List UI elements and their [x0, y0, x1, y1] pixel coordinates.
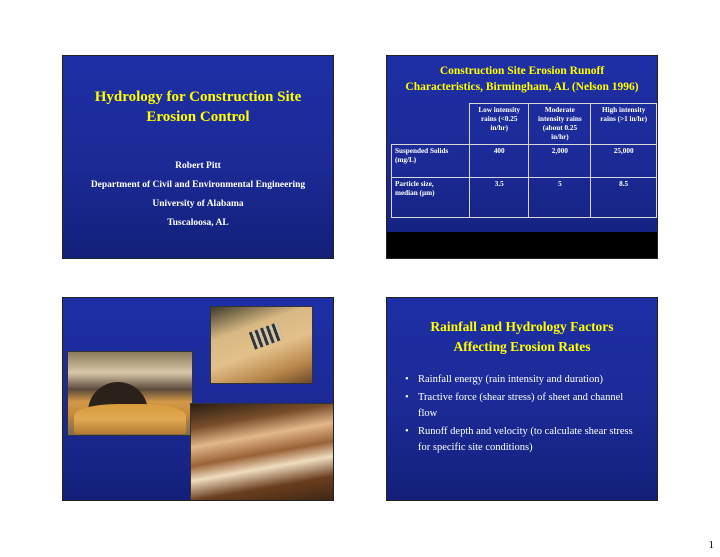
table-cell: 2,000: [529, 145, 591, 178]
erosion-runoff-table: [391, 103, 657, 218]
location: Tuscaloosa, AL: [167, 218, 229, 228]
table-header-row: [392, 104, 657, 145]
table-cell: 8.5: [591, 178, 657, 218]
slide-3-photos: [62, 297, 334, 501]
university: University of Alabama: [152, 199, 244, 209]
bullet-list: [405, 372, 637, 458]
bullet-icon: •: [405, 374, 409, 385]
slide-4-title-line-2: Affecting Erosion Rates: [453, 339, 591, 354]
table-cell: 5: [529, 178, 591, 218]
slide-1-heading: [63, 87, 333, 127]
department: Department of Civil and Environmental Engineering: [90, 180, 306, 190]
list-item: • Rainfall energy (rain intensity and duration): [405, 372, 637, 389]
slide-2-title-line-1: Construction Site Erosion Runoff: [439, 65, 605, 77]
table-cell: 400: [470, 145, 529, 178]
column-header-low: Low intensity rains (<0.25 in/hr): [470, 104, 529, 145]
slide-2-black-band: [387, 232, 657, 259]
row-header-suspended-solids: Suspended Solids (mg/L): [392, 145, 470, 178]
slide-1-title-line-1: Hydrology for Construction Site: [94, 89, 302, 105]
photo-turbulent-runoff: [190, 403, 334, 501]
page-number: 1: [708, 539, 714, 551]
slide-4-title-line-1: Rainfall and Hydrology Factors: [430, 319, 614, 334]
bullet-icon: •: [405, 425, 409, 437]
bullet-icon: •: [405, 391, 409, 403]
photo-culvert-outlet: [67, 351, 193, 436]
slide-1-title-line-2: Erosion Control: [146, 109, 250, 125]
table-row: [392, 178, 657, 218]
slide-4-heading: [387, 317, 657, 357]
slide-2-table: [386, 55, 658, 259]
table-cell: 25,000: [591, 145, 657, 178]
slide-4-bullets: [386, 297, 658, 501]
slide-1-author-block: [63, 157, 333, 233]
row-header-particle-size: Particle size, median (µm): [392, 178, 470, 218]
table-corner-cell: [392, 104, 470, 145]
author-name: Robert Pitt: [175, 161, 221, 171]
muddy-water-shape: [74, 404, 186, 434]
slide-2-heading: [387, 63, 657, 95]
column-header-high: High intensity rains (>1 in/hr): [591, 104, 657, 145]
table-cell: 3.5: [470, 178, 529, 218]
table-row: [392, 145, 657, 178]
slide-2-title-line-2: Characteristics, Birmingham, AL (Nelson 1996): [405, 81, 639, 93]
list-item: • Runoff depth and velocity (to calculate shear stress for specific site conditions): [405, 425, 633, 453]
drain-grate-icon: [249, 322, 283, 349]
column-header-moderate: Moderate intensity rains (about 0.25 in/hr): [529, 104, 591, 145]
list-item: • Tractive force (shear stress) of sheet and channel flow: [405, 391, 624, 419]
photo-storm-drain-grate: [210, 306, 313, 384]
slide-1-title: [62, 55, 334, 259]
